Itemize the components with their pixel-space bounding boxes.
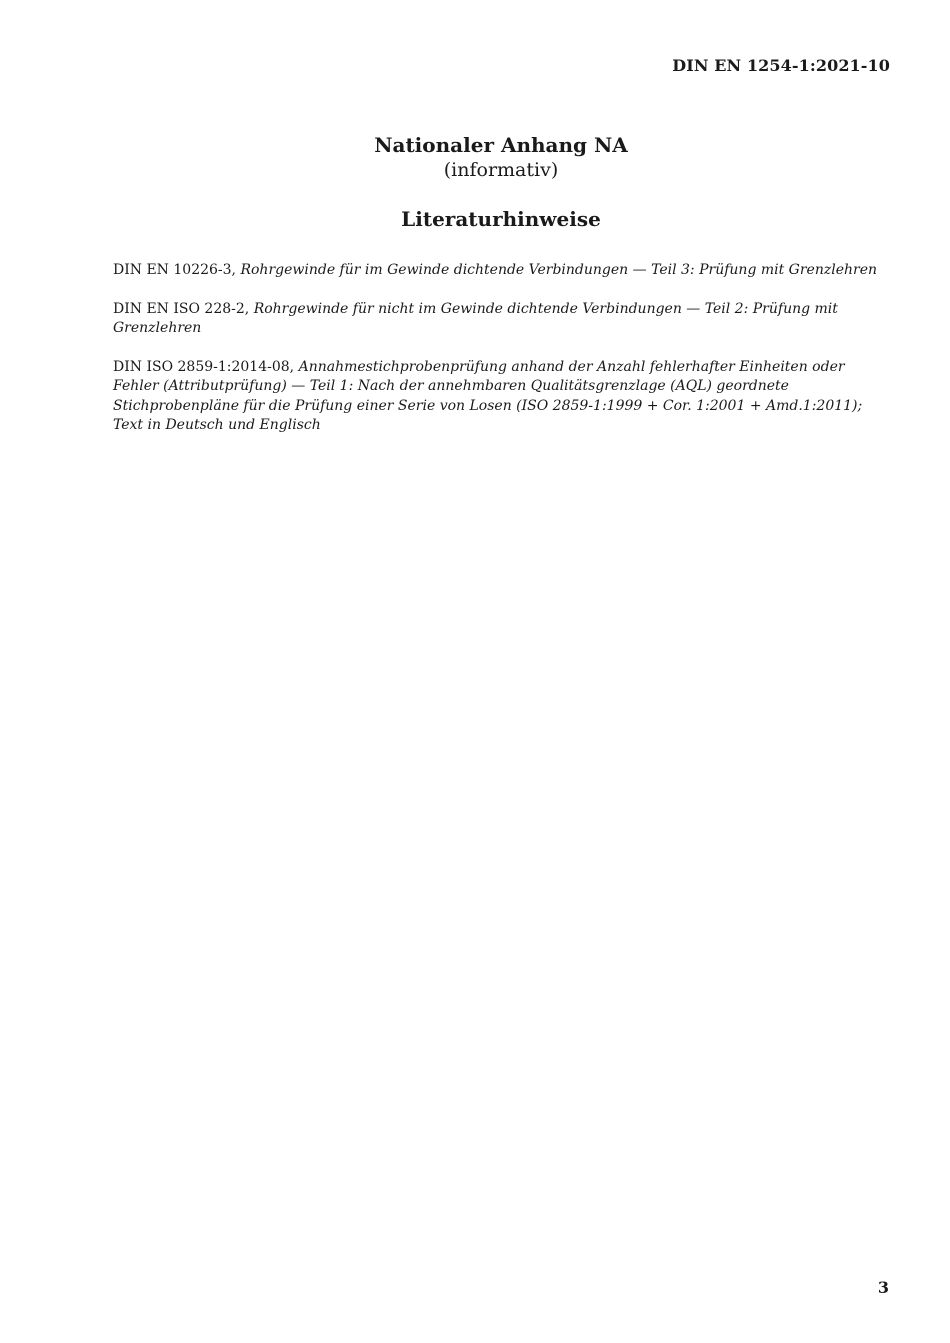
reference-item [113, 261, 893, 281]
annex-heading [0, 132, 950, 182]
annex-title: Nationaler Anhang NA [374, 133, 628, 157]
reference-designation: DIN ISO 2859-1:2014-08, [113, 358, 295, 375]
reference-designation: DIN EN 10226-3, [113, 262, 236, 278]
bibliography-heading: Literaturhinweise [401, 207, 601, 231]
reference-item [113, 358, 893, 436]
document-id: DIN EN 1254-1:2021-10 [672, 56, 890, 75]
reference-designation: DIN EN ISO 228-2, [113, 300, 250, 317]
reference-list [113, 261, 893, 455]
page-number: 3 [877, 1278, 889, 1297]
reference-title: Rohrgewinde für im Gewinde dichtende Verbindungen — Teil 3: Prüfung mit Grenzlehren [240, 262, 878, 278]
annex-subtitle: (informativ) [443, 159, 559, 181]
reference-title: Annahmestichprobenprüfung anhand der Anzahl fehlerhafter Einheiten oder Fehler (Attributprüfung) — Teil 1: Nach der annehmbaren Qualitätsgrenzlage (AQL) geordnete Stichprobenpläne für die Prüfung einer Serie von Losen (ISO 2859-1:1999 + Cor. 1:2001 + Amd.1:2011); Text in Deutsch und Englisch [113, 358, 863, 433]
reference-title: Rohrgewinde für nicht im Gewinde dichtende Verbindungen — Teil 2: Prüfung mit Grenzlehren [113, 300, 838, 336]
reference-item [113, 300, 893, 339]
